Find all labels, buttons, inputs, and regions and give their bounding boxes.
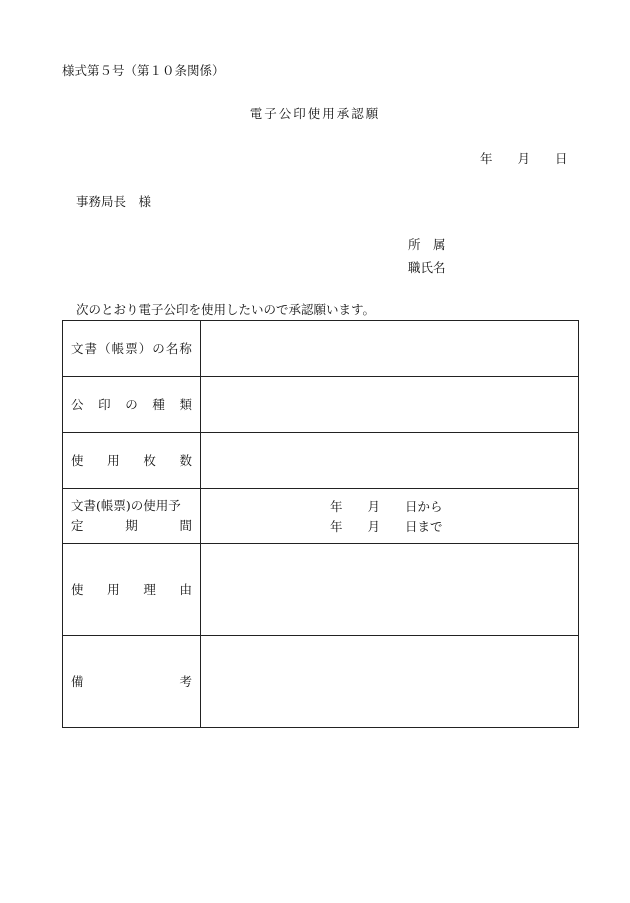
usage-period-label-line1: 文書(帳票)の使用予: [71, 498, 181, 513]
justified-label: [63, 516, 200, 536]
label-sheet-count: [63, 433, 201, 489]
period-from[interactable]: 年 月 日から: [330, 499, 443, 514]
table-row-usage-period: [63, 489, 579, 544]
label-char: 票: [125, 340, 138, 356]
justified-label: [63, 339, 200, 359]
date-line[interactable]: 年 月 日: [480, 151, 568, 166]
label-char: 備: [71, 673, 84, 689]
label-char: 名: [165, 340, 179, 356]
table-row-remarks: [63, 636, 579, 728]
addressee: 事務局長 様: [76, 194, 152, 209]
label-char: 期: [125, 518, 138, 533]
label-char: 使: [71, 452, 84, 468]
label-char: 用: [107, 452, 120, 468]
table-row-document-name: [63, 321, 579, 377]
label-char: 文: [71, 340, 84, 356]
label-remarks: [63, 636, 201, 728]
label-char: 類: [179, 396, 192, 412]
label-char: の: [125, 396, 138, 412]
label-char: 印: [98, 396, 111, 412]
label-char: 考: [179, 673, 192, 689]
label-seal-type: [63, 377, 201, 433]
label-char: 定: [71, 518, 84, 533]
justified-label: [63, 451, 200, 471]
label-char: 数: [179, 452, 192, 468]
period-to[interactable]: 年 月 日まで: [330, 519, 443, 534]
label-document-name: [63, 321, 201, 377]
justified-label: [63, 395, 200, 415]
affiliation-label: 所 属: [408, 237, 446, 252]
label-char: 公: [71, 396, 84, 412]
request-text: 次のとおり電子公印を使用したいので承認願います。: [76, 302, 376, 317]
field-usage-period[interactable]: [201, 489, 579, 544]
label-char: 種: [152, 396, 165, 412]
label-char: 帳: [111, 340, 125, 356]
table-row-usage-reason: [63, 544, 579, 636]
label-char: の: [152, 340, 165, 356]
label-char: 理: [143, 581, 156, 597]
application-form-table: [62, 320, 579, 728]
field-document-name[interactable]: [201, 321, 579, 377]
label-char: 称: [179, 340, 192, 356]
label-char: 書: [84, 340, 98, 356]
label-char: 由: [179, 581, 192, 597]
label-char: 間: [179, 518, 192, 533]
field-seal-type[interactable]: [201, 377, 579, 433]
form-number: 様式第５号（第１０条関係）: [62, 63, 225, 78]
table-row-sheet-count: [63, 433, 579, 489]
justified-label: [63, 672, 200, 692]
label-usage-reason: [63, 544, 201, 636]
document-title: 電子公印使用承認願: [249, 106, 381, 121]
field-usage-reason[interactable]: [201, 544, 579, 636]
justified-label: [63, 580, 200, 600]
name-label: 職氏名: [408, 260, 446, 275]
label-char: 用: [107, 581, 120, 597]
table-row-seal-type: [63, 377, 579, 433]
label-char: 使: [71, 581, 84, 597]
label-char: 枚: [143, 452, 156, 468]
label-char: ）: [138, 340, 152, 356]
field-remarks[interactable]: [201, 636, 579, 728]
label-usage-period: [63, 489, 201, 544]
label-char: （: [98, 340, 111, 356]
field-sheet-count[interactable]: [201, 433, 579, 489]
